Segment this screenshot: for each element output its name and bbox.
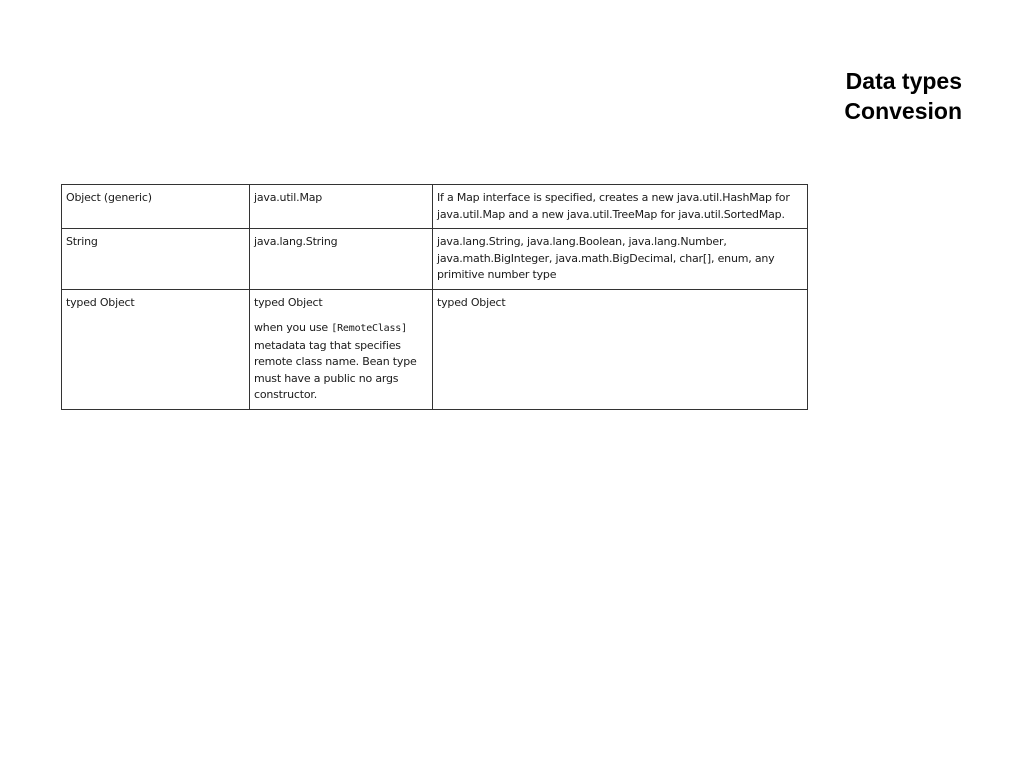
- remote-class-code: [RemoteClass]: [331, 323, 407, 334]
- table-cell-description: If a Map interface is specified, creates a new java.util.HashMap for java.util.Map and a new java.util.TreeMap for java.util.SortedMap.: [433, 185, 808, 229]
- table-cell-as-type: Object (generic): [62, 185, 250, 229]
- type-conversion-table: [61, 184, 808, 410]
- table-cell-java-type: [250, 289, 433, 409]
- table-cell-java-type: java.lang.String: [250, 229, 433, 290]
- slide-title-line-2: Convesion: [844, 98, 962, 124]
- table-cell-as-type: typed Object: [62, 289, 250, 409]
- table-cell-description: java.lang.String, java.lang.Boolean, java.lang.Number, java.math.BigInteger, java.math.BigDecimal, char[], enum, any primitive number type: [433, 229, 808, 290]
- table-cell-as-type: String: [62, 229, 250, 290]
- note-prefix: when you use: [254, 321, 332, 334]
- table-row: [62, 185, 808, 229]
- table-row: [62, 229, 808, 290]
- slide-title: [844, 66, 962, 126]
- slide-title-line-1: Data types: [845, 68, 962, 94]
- java-type-label: typed Object: [254, 295, 323, 309]
- remote-class-note: [254, 320, 428, 404]
- note-suffix: metadata tag that specifies remote class name. Bean type must have a public no args constructor.: [254, 338, 417, 401]
- table-cell-description: typed Object: [433, 289, 808, 409]
- table-row: [62, 289, 808, 409]
- table-cell-java-type: java.util.Map: [250, 185, 433, 229]
